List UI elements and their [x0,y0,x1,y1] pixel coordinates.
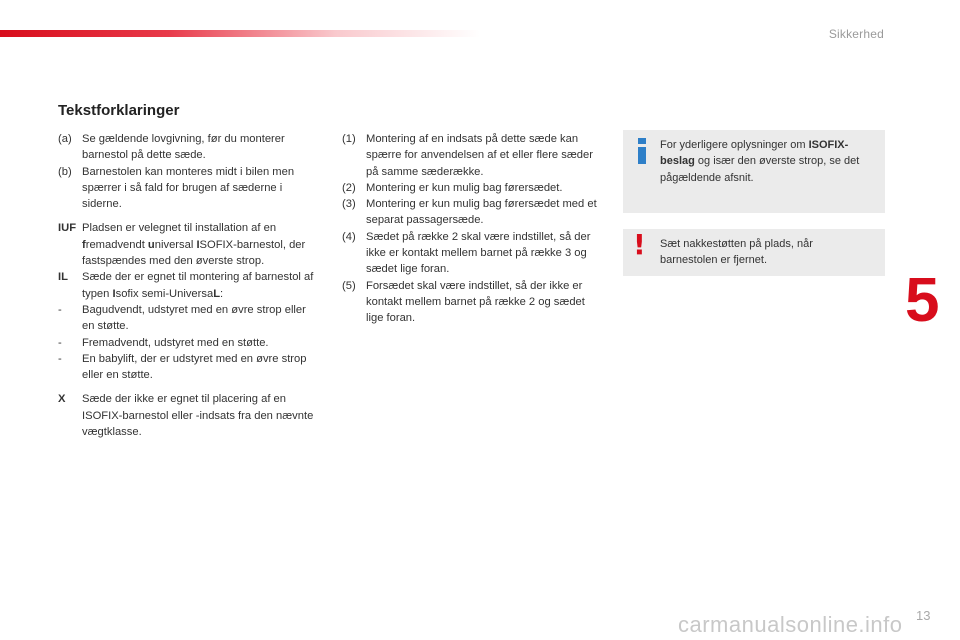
warning-icon: ! [633,228,646,261]
legend-subitem: - Bagudvendt, udstyret med en øvre strop eller en støtte. [58,302,320,335]
note-key: (4) [342,230,356,243]
legend-text: Sæde der er egnet til montering af barnestol af typen Isofix semi-UniversaL: [82,271,314,300]
header-accent-bar [0,30,480,37]
legend-item-a [58,131,320,164]
note-item-1 [342,131,604,180]
warning-text: Sæt nakkestøtten på plads, når barnestolen er fjernet. [660,238,813,267]
legend-key: X [58,393,66,406]
legend-item-il [58,269,320,302]
legend-item-x [58,391,320,440]
note-text: Sædet på række 2 skal være indstillet, så der ikke er kontakt mellem barnet på række 3 og sædet lige foran. [366,230,591,276]
dash: - [58,352,62,365]
note-key: (2) [342,181,356,194]
legend-text: Barnestolen kan monteres midt i bilen men spærrer i så fald for brugen af sæderne i siderne. [82,165,295,211]
legend-item-iuf [58,220,320,269]
note-text: Forsædet skal være indstillet, så der ikke er kontakt mellem barnet på række 2 og sædet lige foran. [366,279,585,325]
note-text: Montering er kun mulig bag førersædet. [366,181,563,194]
legend-item-b [58,164,320,213]
note-item-4 [342,229,604,278]
note-item-5 [342,278,604,327]
legend-subitem: - En babylift, der er udstyret med en øvre strop eller en støtte. [58,351,320,384]
warning-box [623,229,885,276]
chapter-number: 5 [905,266,940,335]
legend-column-middle [342,131,604,327]
info-box [623,130,885,213]
dash: - [58,303,62,316]
legend-key: IL [58,271,68,284]
legend-key: (b) [58,165,72,178]
info-icon [637,138,647,164]
note-key: (3) [342,198,356,211]
note-key: (1) [342,133,356,145]
note-text: Montering er kun mulig bag førersædet med et separat passagersæde. [366,198,597,227]
note-item-2 [342,180,604,196]
legend-text: Pladsen er velegnet til installation af en fremadvendt universal ISOFIX-barnestol, der fastspændes med den øverste strop. [82,222,306,268]
legend-column-left [58,131,320,440]
legend-subitem: - Fremadvendt, udstyret med en støtte. [58,335,320,351]
legend-text: Se gældende lovgivning, før du monterer barnestol på dette sæde. [82,133,285,162]
dash: - [58,336,62,349]
watermark: carmanualsonline.info [678,612,903,637]
note-item-3 [342,196,604,229]
note-text: Montering af en indsats på dette sæde kan spærre for anvendelsen af et eller flere sæder på samme sæderække. [366,133,593,178]
section-title: Sikkerhed [828,27,884,41]
legend-key: (a) [58,133,72,145]
note-key: (5) [342,279,356,292]
legend-key: IUF [58,222,77,235]
info-text: For yderligere oplysninger om ISOFIX-beslag og især den øverste strop, se det pågældende afsnit. [660,139,860,184]
page-number: 13 [916,608,931,623]
page-title: Tekstforklaringer [58,102,180,119]
legend-text: Sæde der ikke er egnet til placering af en ISOFIX-barnestol eller -indsats fra den nævnte vægtklasse. [82,393,314,439]
